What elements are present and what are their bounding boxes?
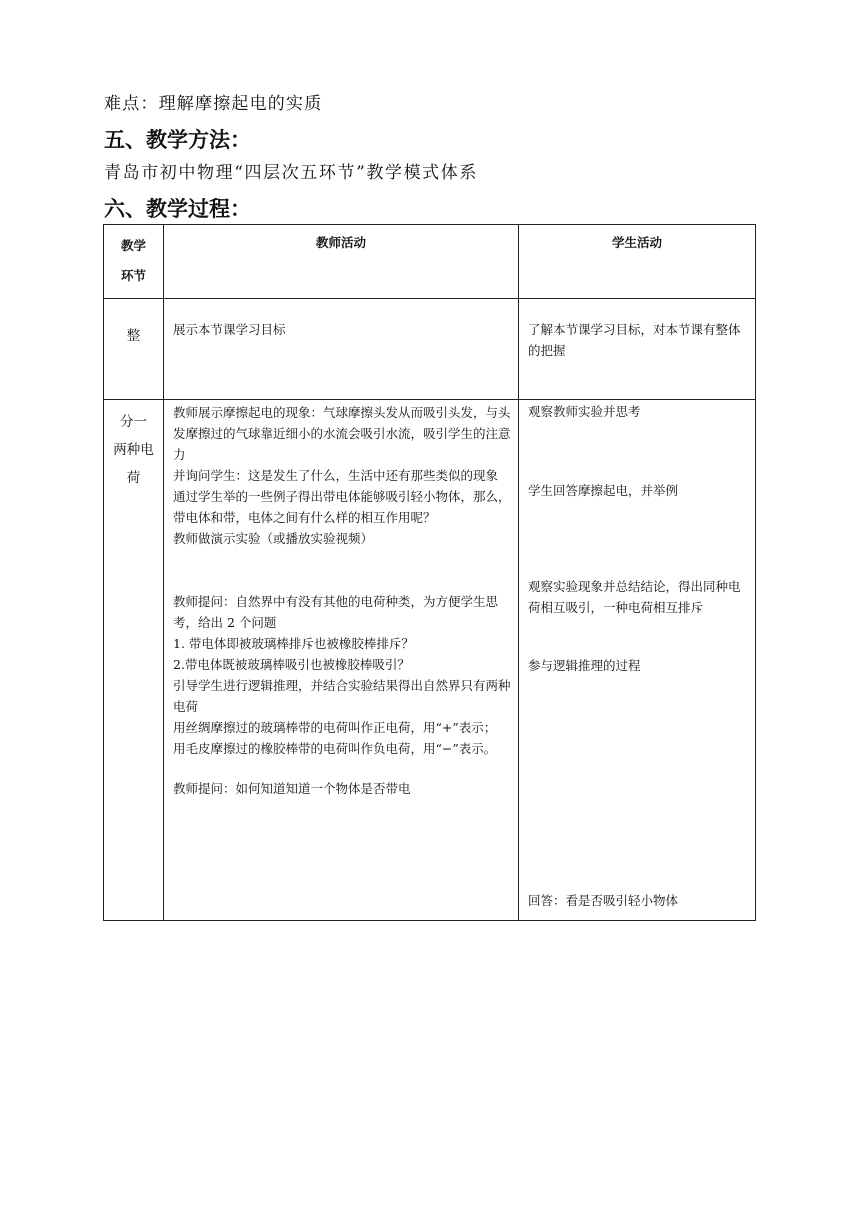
- student-step: 参与逻辑推理的过程: [528, 658, 641, 673]
- section5-heading: 五、教学方法：: [104, 128, 251, 152]
- teacher-step: 用毛皮摩擦过的橡胶棒带的电荷叫作负电荷，用“−”表示。: [173, 741, 497, 756]
- student-step: 观察实验现象并总结结论，得出同种电荷相互吸引，一种电荷相互排斥: [528, 579, 741, 615]
- teacher-step: 教师提问：自然界中有没有其他的电荷种类，为方便学生思考，给出 2 个问题: [173, 594, 499, 630]
- table-header-row: [104, 225, 756, 299]
- section6-heading: 六、教学过程：: [104, 197, 251, 221]
- teacher-step: 教师做演示实验（或播放实验视频）: [173, 531, 374, 546]
- header-teacher-activity: 教师活动: [164, 225, 519, 299]
- teaching-process-table: [103, 224, 756, 921]
- teacher-step: 用丝绸摩擦过的玻璃棒带的电荷叫作正电荷，用“+”表示；: [173, 720, 497, 735]
- student-step: 观察教师实验并思考: [528, 404, 641, 419]
- teacher-step: 教师展示摩擦起电的现象：气球摩擦头发从而吸引头发，与头发摩擦过的气球靠近细小的水流会吸引水流，吸引学生的注意力: [173, 405, 511, 462]
- stage-cell: [104, 400, 164, 921]
- teacher-activity-cell: 展示本节课学习目标: [164, 299, 519, 400]
- teacher-step: 教师提问：如何知道知道一个物体是否带电: [173, 781, 411, 796]
- teacher-activity-cell: [164, 400, 519, 921]
- header-stage: [104, 225, 164, 299]
- header-stage-line2: 环节: [120, 268, 146, 283]
- teacher-step: 通过学生举的一些例子得出带电体能够吸引轻小物体，那么，带电体和带，电体之间有什么样的相互作用呢？: [173, 489, 511, 525]
- stage-line: 分一: [120, 414, 147, 430]
- header-student-activity: 学生活动: [519, 225, 756, 299]
- teacher-step: 引导学生进行逻辑推理，并结合实验结果得出自然界只有两种电荷: [173, 678, 511, 714]
- teaching-method-text: 青岛市初中物理“四层次五环节”教学模式体系: [104, 163, 478, 183]
- difficulty-line: 难点：理解摩擦起电的实质: [104, 94, 323, 114]
- stage-cell: 整: [104, 299, 164, 400]
- table-row: [104, 299, 756, 400]
- teacher-step: 2.带电体既被玻璃棒吸引也被橡胶棒吸引？: [173, 657, 410, 672]
- student-activity-cell: 了解本节课学习目标，对本节课有整体的把握: [519, 299, 756, 400]
- table-row: [104, 400, 756, 921]
- teacher-step: 并询问学生：这是发生了什么，生活中还有那些类似的现象: [173, 468, 499, 483]
- stage-line: 两种电: [113, 442, 154, 458]
- header-stage-line1: 教学: [120, 238, 146, 253]
- student-activity-cell: [519, 400, 756, 921]
- student-step: 学生回答摩擦起电，并举例: [528, 483, 679, 498]
- student-step: 回答：看是否吸引轻小物体: [528, 893, 679, 908]
- teacher-step: 1. 带电体即被玻璃棒排斥也被橡胶棒排斥？: [173, 636, 414, 651]
- stage-line: 荷: [126, 470, 141, 486]
